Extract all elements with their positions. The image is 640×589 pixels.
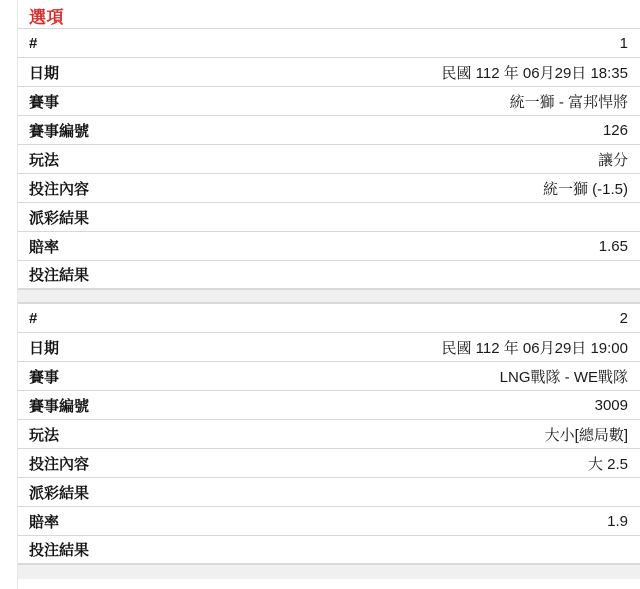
ticket-row-event-id bbox=[18, 115, 640, 144]
ticket-row-play-type bbox=[18, 144, 640, 173]
ticket-row-event bbox=[18, 361, 640, 390]
row-value-event-id: 126 bbox=[602, 121, 628, 139]
row-label-date: 日期 bbox=[29, 64, 60, 82]
row-label-date: 日期 bbox=[29, 339, 60, 357]
row-label-index: # bbox=[29, 34, 38, 52]
row-value-date: 民國 112 年 06月29日 18:35 bbox=[441, 64, 628, 82]
ticket-row-payout-result bbox=[18, 202, 640, 231]
ticket-row-event bbox=[18, 86, 640, 115]
row-label-bet-content: 投注內容 bbox=[29, 180, 90, 198]
row-label-bet-content: 投注內容 bbox=[29, 455, 90, 473]
page-title: 選項 bbox=[29, 7, 64, 27]
ticket-row-date bbox=[18, 332, 640, 361]
row-label-play-type: 玩法 bbox=[29, 151, 60, 169]
ticket-row-odds bbox=[18, 231, 640, 260]
ticket-separator bbox=[18, 289, 640, 303]
row-value-bet-content: 統一獅 (-1.5) bbox=[542, 180, 628, 198]
row-value-event: LNG戰隊 - WE戰隊 bbox=[499, 368, 628, 386]
row-label-bet-result: 投注結果 bbox=[29, 542, 90, 559]
row-value-date: 民國 112 年 06月29日 19:00 bbox=[441, 339, 628, 357]
row-value-index: 2 bbox=[619, 309, 628, 327]
ticket-row-bet-content bbox=[18, 448, 640, 477]
row-label-payout-result: 派彩結果 bbox=[29, 209, 90, 227]
ticket-row-event-id bbox=[18, 390, 640, 419]
ticket-row-bet-result bbox=[18, 535, 640, 564]
row-value-index: 1 bbox=[619, 34, 628, 52]
left-rail bbox=[0, 0, 18, 589]
bottom-spacer bbox=[18, 564, 640, 579]
ticket-row-odds bbox=[18, 506, 640, 535]
row-label-event: 賽事 bbox=[29, 93, 60, 111]
row-value-bet-content: 大 2.5 bbox=[587, 455, 628, 473]
row-label-index: # bbox=[29, 309, 38, 327]
page-title-bar bbox=[18, 0, 640, 28]
row-value-play-type: 大小[總局數] bbox=[544, 426, 628, 444]
row-label-event-id: 賽事編號 bbox=[29, 397, 90, 415]
ticket-row-date bbox=[18, 57, 640, 86]
row-label-payout-result: 派彩結果 bbox=[29, 484, 90, 502]
row-label-event: 賽事 bbox=[29, 368, 60, 386]
ticket-row-index bbox=[18, 303, 640, 332]
row-label-bet-result: 投注結果 bbox=[29, 267, 90, 284]
row-label-odds: 賠率 bbox=[29, 513, 60, 531]
row-label-odds: 賠率 bbox=[29, 238, 60, 256]
row-label-play-type: 玩法 bbox=[29, 426, 60, 444]
ticket-row-bet-content bbox=[18, 173, 640, 202]
ticket-row-index bbox=[18, 28, 640, 57]
row-value-play-type: 讓分 bbox=[597, 151, 628, 169]
ticket-row-play-type bbox=[18, 419, 640, 448]
ticket-card bbox=[18, 303, 640, 564]
ticket-card bbox=[18, 28, 640, 289]
ticket-row-bet-result bbox=[18, 260, 640, 289]
content-area bbox=[18, 0, 640, 589]
row-value-event: 統一獅 - 富邦悍將 bbox=[509, 93, 628, 111]
row-value-odds: 1.9 bbox=[607, 512, 628, 530]
row-value-odds: 1.65 bbox=[598, 237, 628, 255]
ticket-row-payout-result bbox=[18, 477, 640, 506]
row-label-event-id: 賽事編號 bbox=[29, 122, 90, 140]
row-value-event-id: 3009 bbox=[594, 396, 628, 414]
